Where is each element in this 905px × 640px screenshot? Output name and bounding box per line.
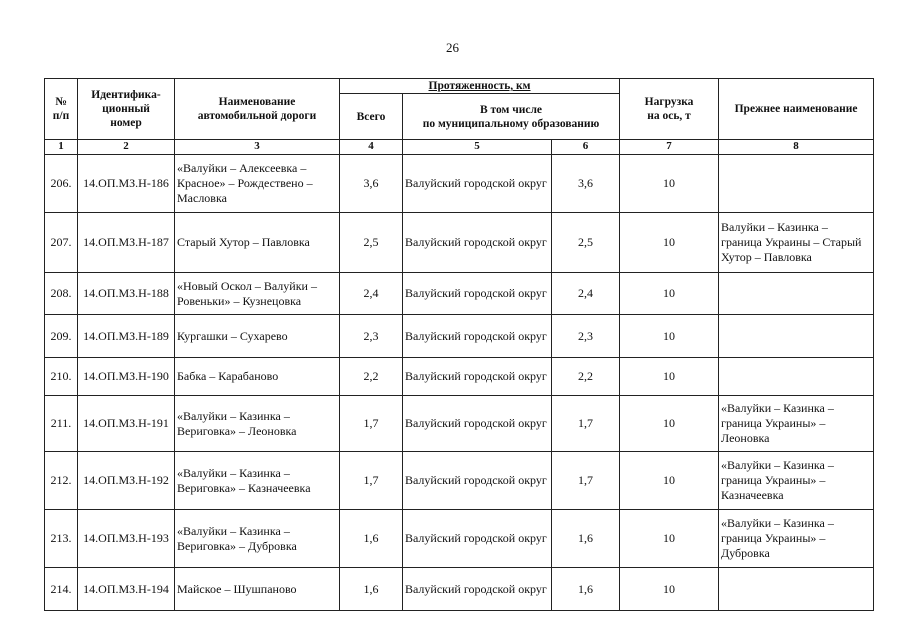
row-road-name: «Новый Оскол – Валуйки – Ровеньки» – Кузнецовка (175, 273, 340, 315)
row-total: 1,7 (340, 396, 403, 452)
row-index: 206. (45, 155, 78, 213)
row-identifier: 14.ОП.МЗ.Н-192 (78, 452, 175, 510)
row-length: 3,6 (552, 155, 620, 213)
row-index: 212. (45, 452, 78, 510)
row-former-name: «Валуйки – Казинка – граница Украины» – Дубровка (719, 510, 874, 568)
row-former-name (719, 155, 874, 213)
column-number: 1 (45, 140, 78, 155)
row-road-name: «Валуйки – Казинка – Вериговка» – Леоновка (175, 396, 340, 452)
row-former-name (719, 273, 874, 315)
row-total: 2,3 (340, 315, 403, 358)
row-total: 3,6 (340, 155, 403, 213)
row-road-name: Бабка – Карабаново (175, 358, 340, 396)
row-road-name: «Валуйки – Казинка – Вериговка» – Дубровка (175, 510, 340, 568)
table-row (45, 568, 874, 611)
table-row (45, 510, 874, 568)
column-number: 3 (175, 140, 340, 155)
header-length-group: Протяженность, км (340, 79, 620, 94)
column-number: 4 (340, 140, 403, 155)
page-number: 26 (446, 40, 459, 55)
row-road-name: Кургашки – Сухарево (175, 315, 340, 358)
row-index: 207. (45, 213, 78, 273)
row-index: 210. (45, 358, 78, 396)
row-length: 1,7 (552, 452, 620, 510)
row-length: 2,4 (552, 273, 620, 315)
row-index: 209. (45, 315, 78, 358)
row-length: 2,3 (552, 315, 620, 358)
column-number: 5 (403, 140, 552, 155)
table-row (45, 358, 874, 396)
row-municipality: Валуйский городской округ (403, 315, 552, 358)
row-load: 10 (620, 155, 719, 213)
row-former-name (719, 315, 874, 358)
row-former-name: Валуйки – Казинка – граница Украины – Старый Хутор – Павловка (719, 213, 874, 273)
row-load: 10 (620, 510, 719, 568)
row-former-name (719, 358, 874, 396)
row-length: 2,2 (552, 358, 620, 396)
row-length: 1,6 (552, 568, 620, 611)
row-identifier: 14.ОП.МЗ.Н-190 (78, 358, 175, 396)
row-load: 10 (620, 213, 719, 273)
column-number: 7 (620, 140, 719, 155)
row-road-name: Майское – Шушпаново (175, 568, 340, 611)
row-municipality: Валуйский городской округ (403, 273, 552, 315)
row-total: 1,6 (340, 510, 403, 568)
row-identifier: 14.ОП.МЗ.Н-193 (78, 510, 175, 568)
row-total: 2,2 (340, 358, 403, 396)
header-road-name: Наименование автомобильной дороги (175, 79, 340, 140)
row-road-name: Старый Хутор – Павловка (175, 213, 340, 273)
row-road-name: «Валуйки – Казинка – Вериговка» – Казначеевка (175, 452, 340, 510)
table-row (45, 155, 874, 213)
header-former-name: Прежнее наименование (719, 79, 874, 140)
header-by-municipality: В том числе по муниципальному образованию (403, 94, 620, 140)
row-municipality: Валуйский городской округ (403, 568, 552, 611)
column-number: 6 (552, 140, 620, 155)
row-municipality: Валуйский городской округ (403, 358, 552, 396)
row-municipality: Валуйский городской округ (403, 155, 552, 213)
row-length: 1,7 (552, 396, 620, 452)
row-former-name (719, 568, 874, 611)
row-road-name: «Валуйки – Алексеевка – Красное» – Рождествено – Масловка (175, 155, 340, 213)
table-row (45, 315, 874, 358)
row-index: 213. (45, 510, 78, 568)
header-index: № п/п (45, 79, 78, 140)
row-total: 1,6 (340, 568, 403, 611)
row-former-name: «Валуйки – Казинка – граница Украины» – Леоновка (719, 396, 874, 452)
row-municipality: Валуйский городской округ (403, 452, 552, 510)
row-load: 10 (620, 273, 719, 315)
row-load: 10 (620, 396, 719, 452)
row-identifier: 14.ОП.МЗ.Н-191 (78, 396, 175, 452)
row-identifier: 14.ОП.МЗ.Н-189 (78, 315, 175, 358)
row-identifier: 14.ОП.МЗ.Н-187 (78, 213, 175, 273)
row-index: 211. (45, 396, 78, 452)
row-municipality: Валуйский городской округ (403, 213, 552, 273)
column-number-row (45, 140, 874, 155)
row-length: 1,6 (552, 510, 620, 568)
column-number: 8 (719, 140, 874, 155)
row-identifier: 14.ОП.МЗ.Н-194 (78, 568, 175, 611)
header-identifier: Идентифика- ционный номер (78, 79, 175, 140)
row-municipality: Валуйский городской округ (403, 396, 552, 452)
table-row (45, 273, 874, 315)
row-index: 214. (45, 568, 78, 611)
header-axle-load: Нагрузка на ось, т (620, 79, 719, 140)
row-identifier: 14.ОП.МЗ.Н-188 (78, 273, 175, 315)
row-load: 10 (620, 358, 719, 396)
table-row (45, 213, 874, 273)
row-total: 1,7 (340, 452, 403, 510)
row-load: 10 (620, 568, 719, 611)
row-total: 2,5 (340, 213, 403, 273)
row-load: 10 (620, 315, 719, 358)
header-total: Всего (340, 94, 403, 140)
row-former-name: «Валуйки – Казинка – граница Украины» – Казначеевка (719, 452, 874, 510)
row-municipality: Валуйский городской округ (403, 510, 552, 568)
row-total: 2,4 (340, 273, 403, 315)
row-identifier: 14.ОП.МЗ.Н-186 (78, 155, 175, 213)
row-length: 2,5 (552, 213, 620, 273)
table-row (45, 452, 874, 510)
row-index: 208. (45, 273, 78, 315)
table-row (45, 396, 874, 452)
column-number: 2 (78, 140, 175, 155)
roads-table (44, 78, 874, 611)
row-load: 10 (620, 452, 719, 510)
